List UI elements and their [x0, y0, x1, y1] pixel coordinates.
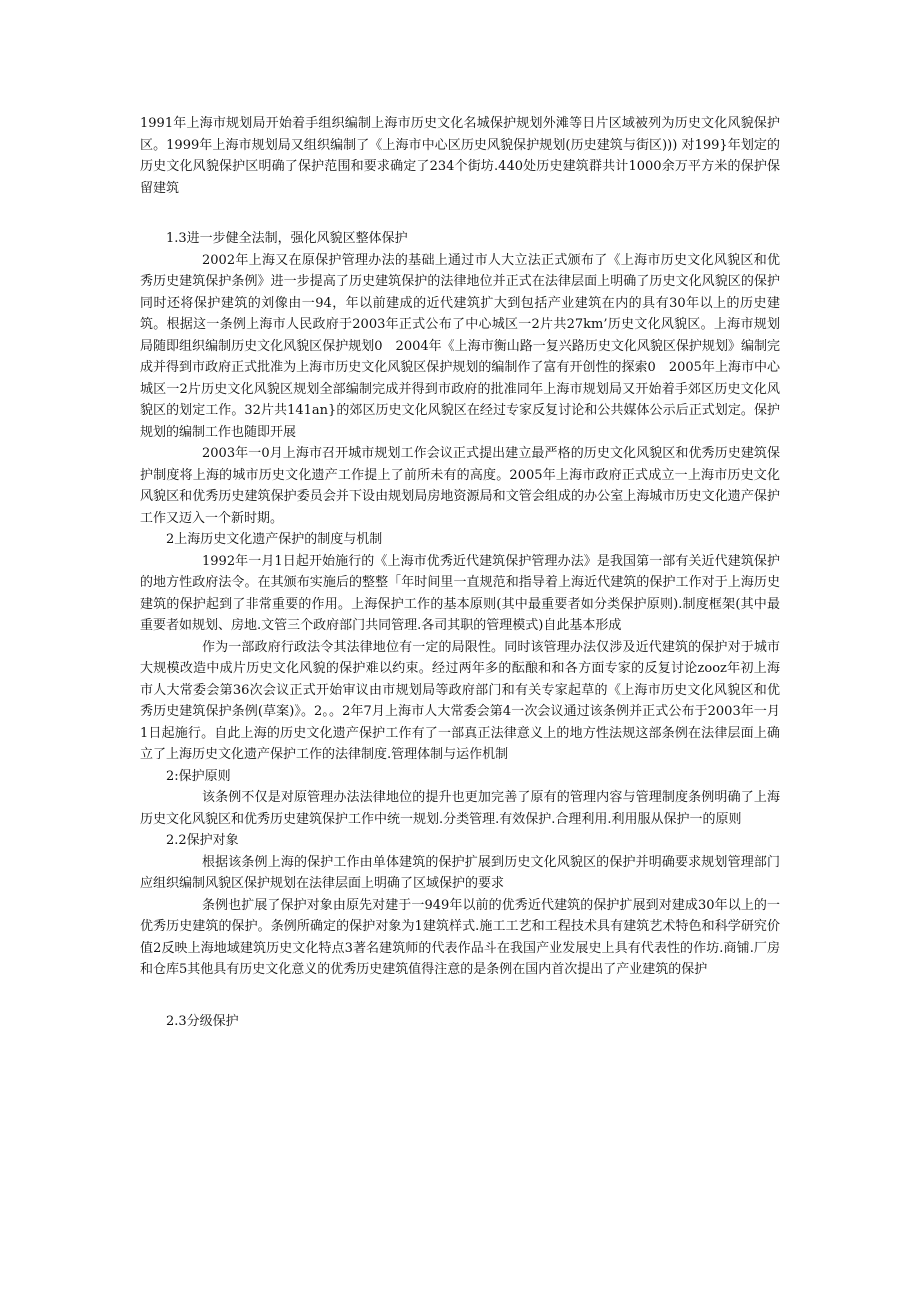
- body-paragraph: 2002年上海又在原保护管理办法的基础上通过市人大立法正式颁布了《上海市历史文化风貌区和优秀历史建筑保护条例》进一步提高了历史建筑保护的法律地位并正式在法律层面上明确了历史文化风貌区的保护同时还将保护建筑的刘像由一94，年以前建成的近代建筑扩大到包括产业建筑在内的具有30年以上的历史建筑。根据这一条例上海市人民政府于2003年正式公布了中心城区一2片共27km’历史文化风貌区。上海市规划局随即组织编制历史文化风貌区保护规划0 2004年《上海市衡山路一复兴路历史文化风貌区保护规划》编制完成并得到市政府正式批准为上海市历史文化风貌区保护规划的编制作了富有开创性的探索0 2005年上海市中心城区一2片历史文化风貌区规划全部编制完成并得到市政府的批准同年上海市规划局又开始着手郊区历史文化风貌区的划定工作。32片共141an}的郊区历史文化风貌区在经过专家反复讨论和公共媒体公示后正式划定。保护规划的编制工作也随即开展: [140, 252, 780, 440]
- intro-paragraph: 1991年上海市规划局开始着手组织编制上海市历史文化名城保护规划外滩等日片区域被列为历史文化风貌保护区。1999年上海市规划局又组织编制了《上海市中心区历史风貌保护规划(历史建筑与街区))) 对199}年划定的历史文化风貌保护区明确了保护范围和要求确定了234个街坊.440处历史建筑群共计1000余万平方米的保护保留建筑: [140, 116, 780, 196]
- document-page: [140, 113, 780, 1032]
- section-heading-2-2: 2.2保护对象: [166, 833, 239, 848]
- body-paragraph: 该条例不仅是对原管理办法法律地位的提升也更加完善了原有的管理内容与管理制度条例明确了上海历史文化风貌区和优秀历史建筑保护工作中统一规划.分类管理.有效保护.合理利用.利用服从保护一的原则: [140, 790, 780, 827]
- section-heading-2-3: 2.3分级保护: [166, 1013, 239, 1029]
- section-heading-1-3: 1.3进一步健全法制，强化风貌区整体保护: [166, 231, 408, 246]
- section-heading-2-1: 2:保护原则: [166, 768, 231, 784]
- body-paragraph: 条例也扩展了保护对象由原先对建于一949年以前的优秀近代建筑的保护扩展到对建成30年以上的一优秀历史建筑的保护。条例所确定的保护对象为1建筑样式.施工工艺和工程技术具有建筑艺术特色和科学研究价值2反映上海地域建筑历史文化特点3著名建筑师的代表作品斗在我国产业发展史上具有代表性的作坊.商铺.厂房和仓库5其他具有历史文化意义的优秀历史建筑值得注意的是条例在国内首次提出了产业建筑的保护: [140, 897, 780, 977]
- section-heading-2: 2上海历史文化遗产保护的制度与机制: [166, 532, 383, 547]
- body-paragraph: 2003年一0月上海市召开城市规划工作会议正式提出建立最严格的历史文化风貌区和优秀历史建筑保护制度将上海的城市历史文化遗产工作提上了前所未有的高度。2005年上海市政府正式成立一上海市历史文化风貌区和优秀历史建筑保护委员会并下设由规划局房地资源局和文管会组成的办公室上海城市历史文化遗产保护工作又迈入一个新时期。: [140, 446, 780, 526]
- body-paragraph: 作为一部政府行政法令其法律地位有一定的局限性。同时该管理办法仅涉及近代建筑的保护对于城市大规模改造中成片历史文化风貌的保护难以约束。经过两年多的酝酿和和各方面专家的反复讨论zooz年初上海市人大常委会第36次会议正式开始审议由市规划局等政府部门和有关专家起草的《上海市历史文化风貌区和优秀历史建筑保护条例(草案)》。2。。2年7月上海市人大常委会第4一次会议通过该条例并正式公布于2003年一月1日起施行。自此上海的历史文化遗产保护工作有了一部真正法律意义上的地方性法规这部条例在法律层面上确立了上海历史文化遗产保护工作的法律制度.管理体制与运作机制: [140, 639, 780, 762]
- body-paragraph: 根据该条例上海的保护工作由单体建筑的保护扩展到历史文化风貌区的保护并明确要求规划管理部门应组织编制风貌区保护规划在法律层面上明确了区域保护的要求: [140, 854, 780, 891]
- body-paragraph: 1992年一月1日起开始施行的《上海市优秀近代建筑保护管理办法》是我国第一部有关近代建筑保护的地方性政府法令。在其颁布实施后的整整「年时间里一直规范和指导着上海近代建筑的保护工作对于上海历史建筑的保护起到了非常重要的作用。上海保护工作的基本原则(其中最重要者如分类保护原则).制度框架(其中最重要者如规划、房地.文管三个政府部门共同管理.各司其职的管理模式)自此基本形成: [140, 553, 780, 633]
